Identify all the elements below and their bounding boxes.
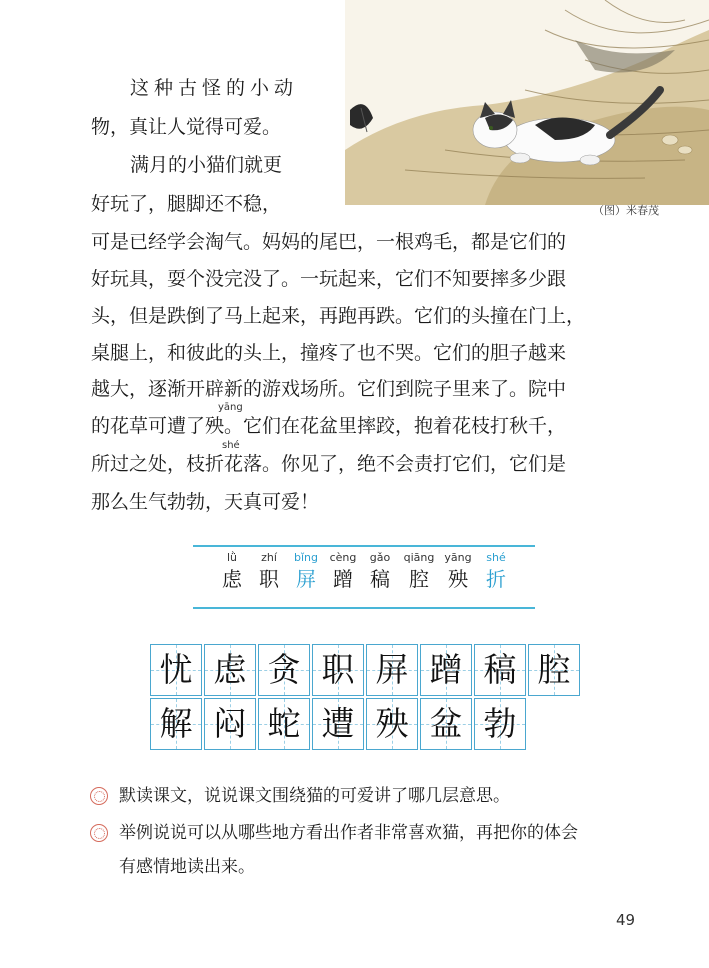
cat-illustration [345, 0, 709, 205]
vocab-item: zhí 职 [259, 551, 279, 591]
text-line-2: 物，真让人觉得可爱。 [91, 116, 282, 138]
text-line-1: 这种古怪的小动 [130, 77, 299, 99]
writing-box: 勃 [474, 698, 526, 750]
vocab-item: bǐng 屏 [294, 551, 318, 591]
text-line-8: 桌腿上，和彼此的头上，撞疼了也不哭。它们的胆子越来 [91, 342, 567, 364]
writing-box: 腔 [528, 644, 580, 696]
writing-box: 屏 [366, 644, 418, 696]
vocab-item: yāng 殃 [444, 551, 472, 591]
text-line-9: 越大，逐渐开辟新的游戏场所。它们到院子里来了。院中 [91, 378, 567, 400]
writing-box: 忧 [150, 644, 202, 696]
question-2-line-1: 举例说说可以从哪些地方看出作者非常喜欢猫，再把你的体会 [119, 823, 578, 843]
illustration-caption: （图）米春茂 [593, 204, 659, 217]
question-bullet-icon [90, 787, 108, 805]
page-number: 49 [616, 911, 636, 929]
vocab-item: gǎo 稿 [369, 551, 391, 591]
writing-box: 解 [150, 698, 202, 750]
text-line-7: 头，但是跌倒了马上起来，再跑再跌。它们的头撞在门上， [91, 305, 586, 327]
writing-box: 稿 [474, 644, 526, 696]
writing-box: 职 [312, 644, 364, 696]
text-line-5: 可是已经学会淘气。妈妈的尾巴，一根鸡毛，都是它们的 [91, 231, 567, 253]
writing-box: 蛇 [258, 698, 310, 750]
question-bullet-icon [90, 824, 108, 842]
vocab-item: shé 折 [486, 551, 506, 591]
question-1: 默读课文，说说课文围绕猫的可爱讲了哪几层意思。 [119, 786, 510, 806]
writing-box: 蹭 [420, 644, 472, 696]
writing-box: 贪 [258, 644, 310, 696]
text-line-3: 满月的小猫们就更 [130, 154, 283, 176]
writing-box: 遭 [312, 698, 364, 750]
writing-box: 盆 [420, 698, 472, 750]
text-line-6: 好玩具，耍个没完没了。一玩起来，它们不知要摔多少跟 [91, 268, 567, 290]
vocab-item: cèng 蹭 [329, 551, 357, 591]
text-line-4: 好玩了，腿脚还不稳， [91, 193, 282, 215]
vocab-strip [193, 545, 535, 609]
text-line-11: 所过之处，枝折花落。你见了，绝不会责打它们，它们是 [91, 453, 567, 475]
text-line-10: 的花草可遭了殃。它们在花盆里摔跤，抱着花枝打秋千， [91, 415, 567, 437]
text-line-12: 那么生气勃勃，天真可爱！ [91, 491, 320, 513]
vocab-item: lǜ 虑 [222, 551, 242, 591]
cat-illustration-art [345, 0, 709, 205]
vocab-item: qiāng 腔 [403, 551, 435, 591]
pinyin-yang: yāng [218, 402, 243, 413]
question-2-line-2: 有感情地读出来。 [119, 857, 255, 877]
writing-box: 闷 [204, 698, 256, 750]
pinyin-she: shé [222, 440, 240, 451]
writing-box: 虑 [204, 644, 256, 696]
writing-box: 殃 [366, 698, 418, 750]
